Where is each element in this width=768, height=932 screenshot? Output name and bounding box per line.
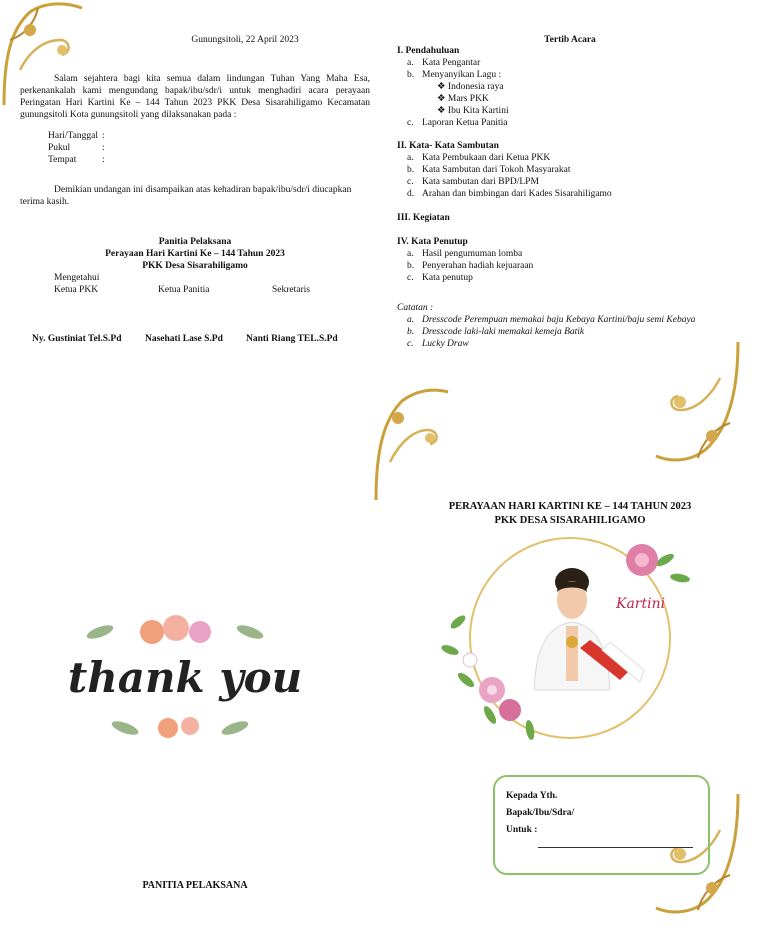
song-item: ❖ Mars PKK — [437, 94, 489, 104]
letter-paragraph-closing: Demikian undangan ini disampaikan atas kehadiran bapak/ibu/sdr/i diucapkan terima kasih. — [20, 185, 352, 207]
list-item: a. Hasil pengumuman lomba — [407, 249, 523, 259]
list-item: c. Kata penutup — [407, 273, 473, 283]
field-row: Pukul : — [48, 143, 105, 153]
field-row: Tempat : — [48, 155, 105, 165]
panitia-footer: PANITIA PELAKSANA — [142, 880, 248, 891]
note-item: a. Dresscode Perempuan memakai baju Kebaya Kartini/baju semi Kebaya — [407, 315, 696, 325]
event-fields — [48, 130, 105, 166]
committee-header: Panitia Pelaksana Perayaan Hari Kartini Ke – 144 Tahun 2023 PKK Desa Sisarahiligamo — [105, 237, 285, 271]
gold-corner-ornament-icon — [650, 338, 742, 466]
letter-date: Gunungsitoli, 22 April 2023 — [191, 35, 299, 45]
list-item: a. Kata Pembukaan dari Ketua PKK — [407, 153, 551, 163]
diamond-bullet-icon: ❖ — [437, 106, 448, 116]
gold-corner-ornament-icon — [372, 386, 452, 504]
thank-you-illustration — [40, 610, 330, 750]
mengetahui-label: Mengetahui — [54, 273, 100, 283]
list-item: b. Kata Sambutan dari Tokoh Masyarakat — [407, 165, 571, 175]
signatory-name: Nasehati Lase S.Pd — [145, 334, 223, 344]
signatory-name: Nanti Riang TEL.S.Pd — [246, 334, 338, 344]
list-item: d. Arahan dan bimbingan dari Kades Sisarahiligamo — [407, 189, 612, 199]
address-lines: Kepada Yth. Bapak/Ibu/Sdra/ Untuk : — [506, 791, 575, 835]
letter-paragraph-opening: Salam sejahtera bagi kita semua dalam lindungan Tuhan Yang Maha Esa, perkenankalah kami mengundang bapak/ibu/sdr/i untuk menghadiri acara perayaan Peringatan Hari Kartini Ke – 144 Tahun 2023 PKK Desa Sisarahiligamo Kecamatan gunungsitoli Kota gunungsitoli yang dilaksanakan pada : — [20, 74, 370, 120]
section-heading: II. Kata- Kata Sambutan — [397, 141, 499, 151]
diamond-bullet-icon: ❖ — [437, 82, 448, 92]
note-item: c. Lucky Draw — [407, 339, 469, 349]
song-item: ❖ Ibu Kita Kartini — [437, 106, 509, 116]
note-item: b. Dresscode laki-laki memakai kemeja Batik — [407, 327, 585, 337]
list-item: c. Kata sambutan dari BPD/LPM — [407, 177, 539, 187]
role-sekretaris: Sekretaris — [272, 285, 310, 295]
role-ketua-pkk: Ketua PKK — [54, 285, 99, 295]
thank-you-text: thank you — [67, 653, 303, 702]
section-heading: III. Kegiatan — [397, 213, 450, 223]
cover-title: PERAYAAN HARI KARTINI KE – 144 TAHUN 2023 PKK DESA SISARAHILIGAMO — [448, 501, 692, 526]
list-item: a. Kata Pengantar — [407, 58, 481, 68]
agenda-list — [397, 45, 727, 350]
note-heading: Catatan : — [397, 303, 434, 313]
diamond-bullet-icon: ❖ — [437, 94, 448, 104]
list-item: b. Menyanyikan Lagu : — [407, 70, 502, 80]
kartini-script-text: Kartini — [616, 596, 666, 612]
list-item: c. Laporan Ketua Panitia — [407, 118, 508, 128]
section-heading: I. Pendahuluan — [397, 46, 460, 56]
role-ketua-panitia: Ketua Panitia — [158, 285, 210, 295]
agenda-title: Tertib Acara — [544, 35, 596, 45]
song-item: ❖ Indonesia raya — [437, 82, 504, 92]
field-row: Hari/Tanggal : — [48, 131, 105, 141]
signatory-name: Ny. Gustiniat Tel.S.Pd — [32, 334, 122, 344]
address-underline — [538, 847, 693, 848]
list-item: b. Penyerahan hadiah kejuaraan — [407, 261, 534, 271]
kartini-portrait-illustration — [430, 530, 700, 750]
section-heading: IV. Kata Penutup — [397, 237, 468, 247]
